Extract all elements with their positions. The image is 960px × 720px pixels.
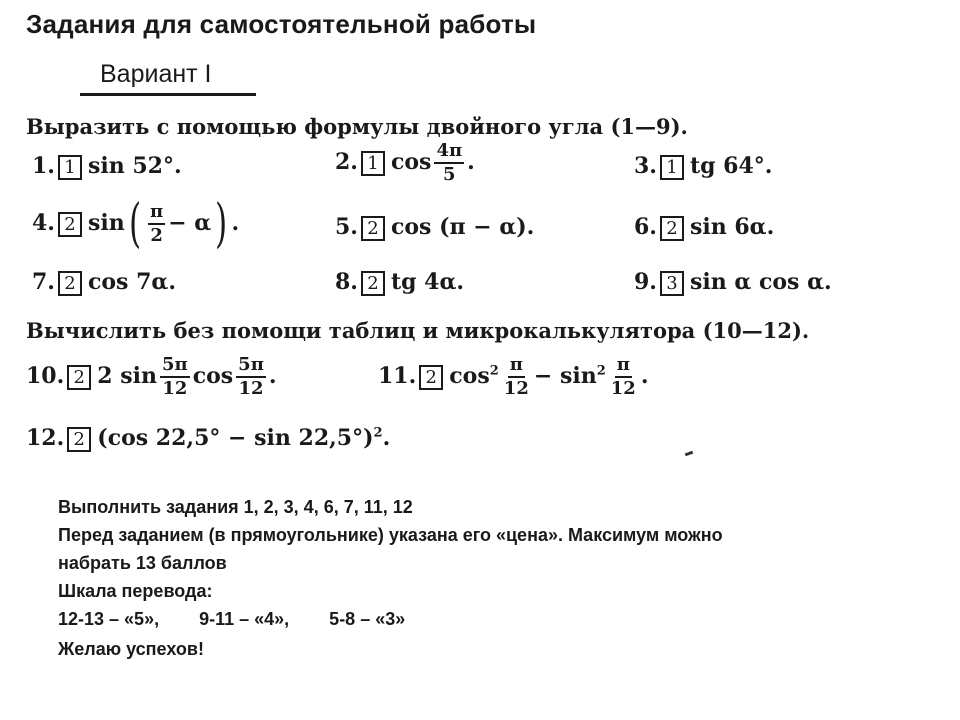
note-price: Перед заданием (в прямоугольнике) указана его «цена». Максимум можно bbox=[58, 525, 723, 545]
task-number: 2. bbox=[335, 149, 358, 175]
task-6 bbox=[634, 214, 774, 241]
fraction-denominator: 5 bbox=[443, 164, 456, 185]
variant-label: Вариант I bbox=[100, 60, 212, 88]
task-7 bbox=[32, 269, 176, 296]
fraction bbox=[160, 354, 190, 400]
section1-heading: Выразить с помощью формулы двойного угла (1—9). bbox=[26, 114, 688, 139]
task-number: 9. bbox=[634, 269, 657, 295]
variant-underline bbox=[80, 93, 256, 96]
points-box: 2 bbox=[58, 271, 82, 296]
fraction-numerator: 4π bbox=[434, 140, 464, 164]
points-box: 1 bbox=[361, 151, 385, 176]
task-8 bbox=[335, 269, 464, 296]
task-2 bbox=[335, 140, 475, 186]
exponent: 2 bbox=[373, 425, 383, 441]
task-5 bbox=[335, 214, 534, 241]
task-expression: sin 52°. bbox=[87, 153, 182, 179]
note-max: набрать 13 баллов bbox=[58, 553, 227, 573]
task-end: . bbox=[640, 363, 649, 389]
task-expression: (cos 22,5° − sin 22,5°) bbox=[97, 425, 374, 451]
task-12 bbox=[26, 425, 390, 452]
task-end: . bbox=[467, 149, 475, 175]
task-number: 6. bbox=[634, 214, 657, 240]
task-part-b: − sin bbox=[533, 363, 597, 389]
fraction bbox=[502, 354, 531, 400]
task-expression: cos 7α. bbox=[87, 269, 176, 295]
points-box: 2 bbox=[67, 427, 91, 452]
points-box: 1 bbox=[660, 155, 684, 180]
fraction-denominator: 12 bbox=[162, 378, 188, 399]
task-9 bbox=[634, 269, 832, 296]
task-expression: sin α cos α. bbox=[689, 269, 832, 295]
fraction-denominator: 12 bbox=[610, 378, 636, 399]
task-expression: tg 4α. bbox=[390, 269, 465, 295]
task-number: 7. bbox=[32, 269, 55, 295]
task-10 bbox=[26, 354, 277, 400]
task-number: 11. bbox=[378, 363, 417, 389]
fraction-numerator: π bbox=[615, 354, 632, 378]
note-tasks: Выполнить задания 1, 2, 3, 4, 6, 7, 11, 12 bbox=[58, 497, 413, 517]
right-paren: ) bbox=[215, 194, 228, 254]
points-box: 2 bbox=[58, 212, 82, 237]
task-expression: tg 64°. bbox=[689, 153, 773, 179]
task-part-a: 2 sin bbox=[97, 363, 157, 389]
task-11 bbox=[378, 354, 648, 400]
fraction bbox=[434, 140, 464, 186]
fraction-numerator: π bbox=[148, 201, 165, 225]
section2-heading: Вычислить без помощи таблиц и микрокалькулятора (10—12). bbox=[26, 318, 810, 343]
task-function: cos bbox=[390, 149, 432, 175]
task-3 bbox=[634, 153, 772, 180]
task-1 bbox=[32, 153, 182, 180]
fraction-numerator: 5π bbox=[236, 354, 266, 378]
task-number: 3. bbox=[634, 153, 657, 179]
note-wish: Желаю успехов! bbox=[58, 639, 204, 659]
note-scale-title: Шкала перевода: bbox=[58, 581, 213, 601]
fraction-numerator: π bbox=[508, 354, 525, 378]
task-expression: sin 6α. bbox=[689, 214, 775, 240]
fraction-numerator: 5π bbox=[160, 354, 190, 378]
fraction-denominator: 12 bbox=[238, 378, 264, 399]
fraction bbox=[148, 201, 165, 247]
points-box: 1 bbox=[58, 155, 82, 180]
points-box: 2 bbox=[67, 365, 91, 390]
note-scale: 12-13 – «5», 9-11 – «4», 5-8 – «3» bbox=[58, 609, 406, 629]
points-box: 2 bbox=[361, 216, 385, 241]
task-4 bbox=[32, 194, 240, 254]
task-number: 1. bbox=[32, 153, 55, 179]
task-number: 5. bbox=[335, 214, 358, 240]
task-part-a: cos bbox=[449, 363, 490, 389]
left-paren: ( bbox=[128, 194, 141, 254]
exponent: 2 bbox=[596, 363, 606, 379]
task-number: 4. bbox=[32, 210, 55, 236]
fraction bbox=[236, 354, 266, 400]
points-box: 2 bbox=[419, 365, 443, 390]
page-title: Задания для самостоятельной работы bbox=[26, 9, 537, 39]
fraction-denominator: 2 bbox=[150, 225, 163, 246]
task-function: sin bbox=[87, 210, 125, 236]
points-box: 3 bbox=[660, 271, 684, 296]
task-end: . bbox=[231, 210, 240, 236]
exponent: 2 bbox=[489, 363, 499, 379]
task-number: 8. bbox=[335, 269, 358, 295]
task-number: 12. bbox=[26, 425, 65, 451]
fraction-denominator: 12 bbox=[503, 378, 529, 399]
fraction bbox=[609, 354, 638, 400]
scan-speck bbox=[685, 451, 694, 457]
task-number: 10. bbox=[26, 363, 65, 389]
points-box: 2 bbox=[660, 216, 684, 241]
task-end: . bbox=[382, 425, 391, 451]
task-expression: cos (π − α). bbox=[390, 214, 535, 240]
points-box: 2 bbox=[361, 271, 385, 296]
task-expression-rest: − α bbox=[168, 210, 212, 236]
task-end: . bbox=[268, 363, 277, 389]
task-part-b: cos bbox=[192, 363, 234, 389]
